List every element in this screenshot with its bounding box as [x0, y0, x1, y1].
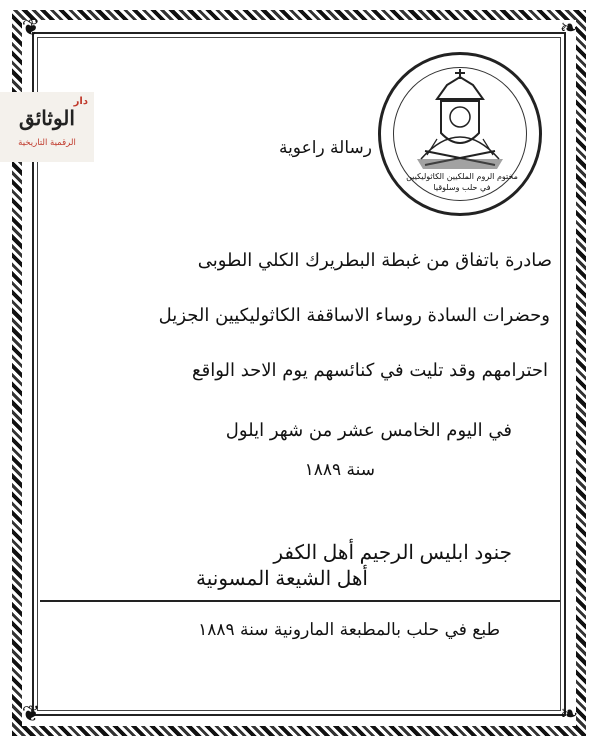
corner-ornament-icon: ❦ — [21, 702, 41, 727]
patriarchal-seal — [378, 52, 542, 216]
seal-inscription-line: في حلب وسلوقيا — [433, 183, 491, 192]
body-line: في اليوم الخامس عشر من شهر ايلول — [225, 420, 512, 441]
corner-ornament-icon: ❦ — [21, 16, 41, 41]
body-line: صادرة باتفاق من غبطة البطريرك الكلي الطوبى — [197, 250, 552, 271]
margin-note: أهل الشيعة المسونية — [196, 568, 368, 590]
corner-ornament-icon: ❧ — [559, 702, 579, 727]
body-line: وحضرات السادة روساء الاساقفة الكاثوليكيين الجزيل — [158, 305, 550, 326]
printer-footer: طبع في حلب بالمطبعة المارونية سنة ١٨٨٩ — [198, 620, 500, 640]
logo-tagline: الرقمية التاريخية — [18, 138, 76, 148]
seal-inscription — [405, 171, 519, 193]
seal-inscription-line: مختوم الروم الملكيين الكاثوليكيين — [406, 172, 518, 181]
document-title: رسالة راعوية — [278, 138, 372, 158]
corner-ornament-icon: ❧ — [559, 16, 579, 41]
margin-note: جنود ابليس الرجيم أهل الكفر — [273, 542, 512, 564]
divider — [40, 600, 560, 602]
logo-name: الوثائق — [19, 106, 75, 130]
watermark-logo — [0, 92, 94, 162]
logo-dar-text: دار — [73, 96, 88, 107]
body-line: احترامهم وقد تليت في كنائسهم يوم الاحد الواقع — [192, 360, 548, 381]
date-line: سنة ١٨٨٩ — [304, 460, 375, 480]
